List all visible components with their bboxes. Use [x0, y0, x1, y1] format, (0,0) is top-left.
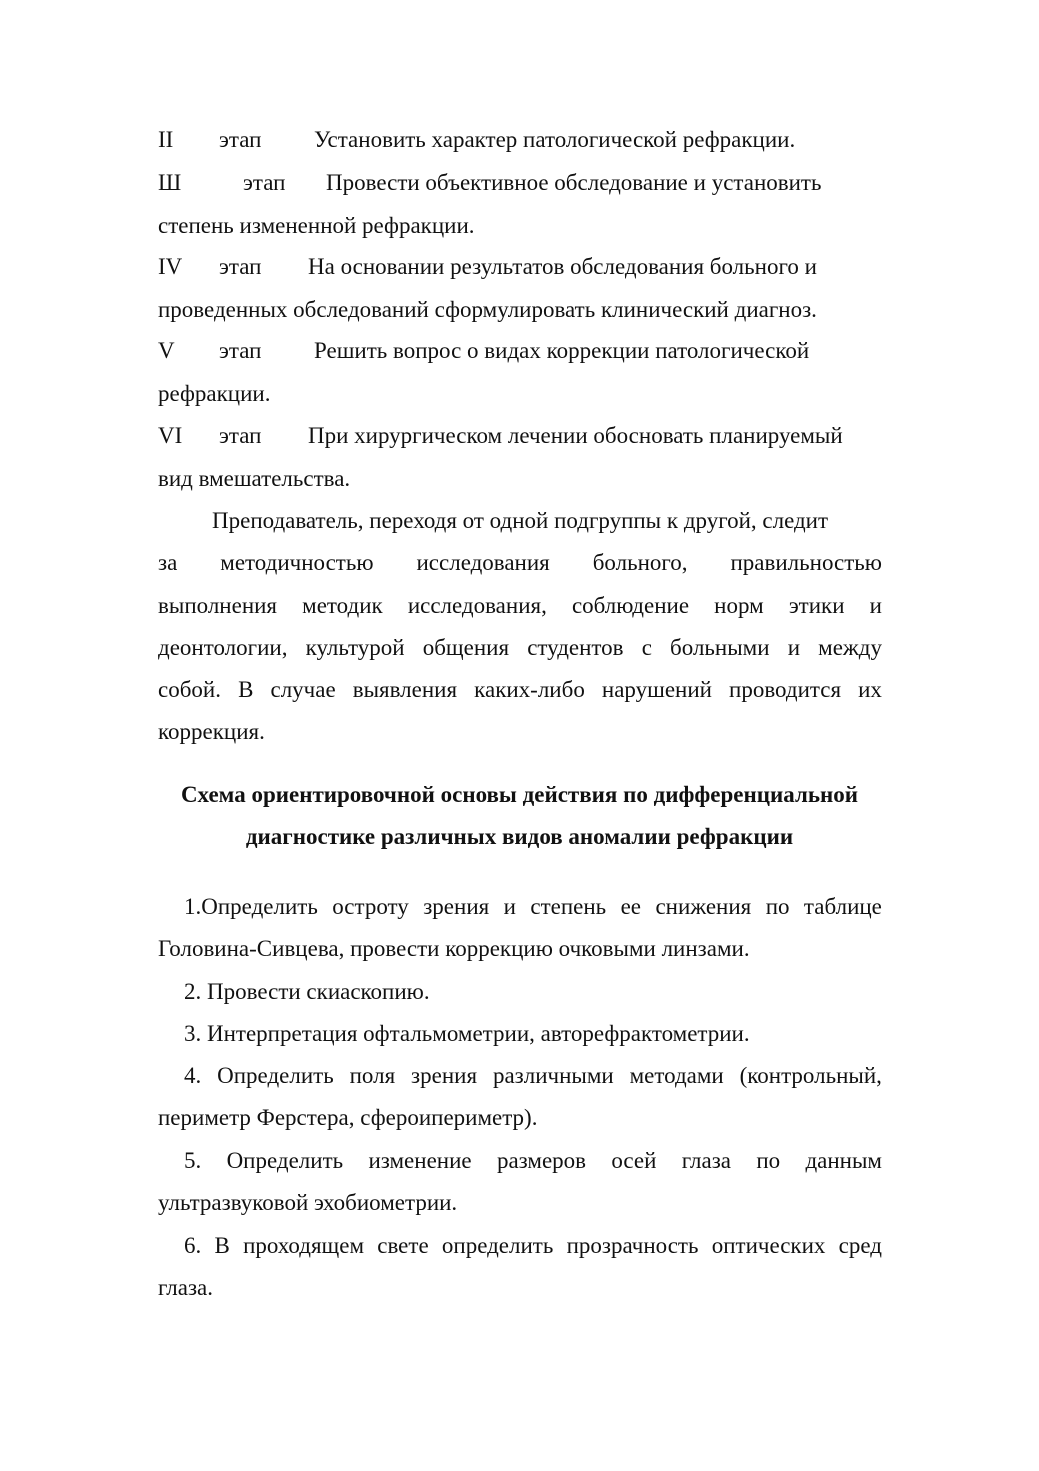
- list-item: 3. Интерпретация офтальмометрии, авторефрактометрии.: [184, 1021, 750, 1046]
- paragraph-line: [158, 634, 882, 662]
- list-item-continuation: глаза.: [158, 1275, 213, 1300]
- word: культурой: [305, 635, 405, 660]
- stage-text: Решить вопрос о видах коррекции патологической: [314, 338, 810, 363]
- list-item-continuation: ультразвуковой эхобиометрии.: [158, 1190, 458, 1215]
- word: изменение: [368, 1148, 472, 1173]
- word: соблюдение: [571, 593, 690, 618]
- stage-number: IV: [158, 254, 183, 279]
- word: по: [765, 894, 790, 919]
- stage-word: этап: [219, 338, 262, 363]
- word: глаза: [681, 1148, 731, 1173]
- word: методичностью: [220, 550, 374, 575]
- word: (контрольный,: [739, 1063, 882, 1088]
- word: методами: [629, 1063, 724, 1088]
- word: В: [238, 677, 254, 702]
- stage-continuation: степень измененной рефракции.: [158, 213, 475, 238]
- heading-line: [0, 823, 1039, 851]
- word: случае: [270, 677, 336, 702]
- word: выявления: [352, 677, 458, 702]
- word: 4.: [184, 1063, 202, 1088]
- stage-continuation: проведенных обследований сформулировать клинический диагноз.: [158, 297, 817, 322]
- word: их: [858, 677, 882, 702]
- stage-text: При хирургическом лечении обосновать планируемый: [308, 423, 843, 448]
- word: оптических: [711, 1233, 826, 1258]
- word: 5.: [184, 1148, 202, 1173]
- word: за: [158, 550, 178, 575]
- word: больными: [670, 635, 770, 660]
- paragraph-line: [158, 549, 882, 577]
- list-item: 2. Провести скиаскопию.: [184, 979, 430, 1004]
- word: Определить: [217, 1063, 334, 1088]
- stage-word: этап: [219, 423, 262, 448]
- paragraph-line: [158, 592, 882, 620]
- word: и: [869, 593, 882, 618]
- list-item-first-line: [184, 893, 882, 921]
- word: между: [818, 635, 882, 660]
- list-item-first-line: [184, 1062, 882, 1090]
- word: выполнения: [158, 593, 278, 618]
- word: степень: [530, 894, 607, 919]
- word: собой.: [158, 677, 221, 702]
- paragraph-line: [158, 676, 882, 704]
- word: Определить: [226, 1148, 344, 1173]
- word: нарушений: [601, 677, 712, 702]
- word: размеров: [496, 1148, 587, 1173]
- word: прозрачность: [566, 1233, 699, 1258]
- word: В: [214, 1233, 230, 1258]
- word: по: [756, 1148, 781, 1173]
- word: осей: [611, 1148, 657, 1173]
- stage-number: Ш: [158, 170, 182, 195]
- word: с: [641, 635, 652, 660]
- word: сред: [838, 1233, 882, 1258]
- word: снижения: [655, 894, 752, 919]
- list-item-first-line: [184, 1147, 882, 1175]
- stage-line: [0, 170, 1039, 198]
- word: проходящем: [243, 1233, 365, 1258]
- word: исследования,: [407, 593, 547, 618]
- paragraph-last-line: коррекция.: [158, 719, 265, 744]
- word: данным: [805, 1148, 882, 1173]
- list-item-first-line: [184, 1232, 882, 1260]
- word: и: [787, 635, 800, 660]
- word: ее: [620, 894, 642, 919]
- word: норм: [714, 593, 764, 618]
- word: и: [503, 894, 516, 919]
- word: определить: [441, 1233, 554, 1258]
- stage-word: этап: [219, 254, 262, 279]
- word: остроту: [332, 894, 409, 919]
- stage-number: V: [158, 338, 175, 363]
- stage-line: [0, 338, 1039, 366]
- stage-text: Провести объективное обследование и установить: [326, 170, 822, 195]
- word: свете: [377, 1233, 429, 1258]
- word: поля: [349, 1063, 396, 1088]
- word: 1.Определить: [184, 894, 318, 919]
- heading-text: Схема ориентировочной основы действия по дифференциальной: [180, 782, 859, 807]
- list-item-continuation: периметр Ферстера, сфероипериметр).: [158, 1105, 538, 1130]
- stage-number: II: [158, 127, 174, 152]
- word: каких-либо: [474, 677, 585, 702]
- stage-word: этап: [243, 170, 286, 195]
- heading-text: диагностике различных видов аномалии рефракции: [245, 824, 794, 849]
- word: этики: [788, 593, 845, 618]
- paragraph-first-line: Преподаватель, переходя от одной подгруппы к другой, следит: [212, 508, 829, 533]
- word: исследования: [416, 550, 550, 575]
- word: 6.: [184, 1233, 202, 1258]
- word: зрения: [423, 894, 490, 919]
- stage-line: [0, 127, 1039, 155]
- word: студентов: [527, 635, 624, 660]
- stage-continuation: рефракции.: [158, 381, 271, 406]
- word: зрения: [411, 1063, 478, 1088]
- word: таблице: [803, 894, 882, 919]
- list-item-continuation: Головина-Сивцева, провести коррекцию очковыми линзами.: [158, 936, 750, 961]
- word: различными: [492, 1063, 614, 1088]
- stage-line: [0, 254, 1039, 282]
- word: проводится: [729, 677, 842, 702]
- word: правильностью: [730, 550, 882, 575]
- heading-line: [0, 781, 1039, 809]
- stage-number: VI: [158, 423, 183, 448]
- stage-text: Установить характер патологической рефракции.: [314, 127, 796, 152]
- word: больного,: [592, 550, 688, 575]
- stage-line: [0, 423, 1039, 451]
- word: методик: [302, 593, 383, 618]
- stage-continuation: вид вмешательства.: [158, 466, 351, 491]
- stage-text: На основании результатов обследования больного и: [308, 254, 817, 279]
- word: деонтологии,: [158, 635, 288, 660]
- word: общения: [422, 635, 510, 660]
- stage-word: этап: [219, 127, 262, 152]
